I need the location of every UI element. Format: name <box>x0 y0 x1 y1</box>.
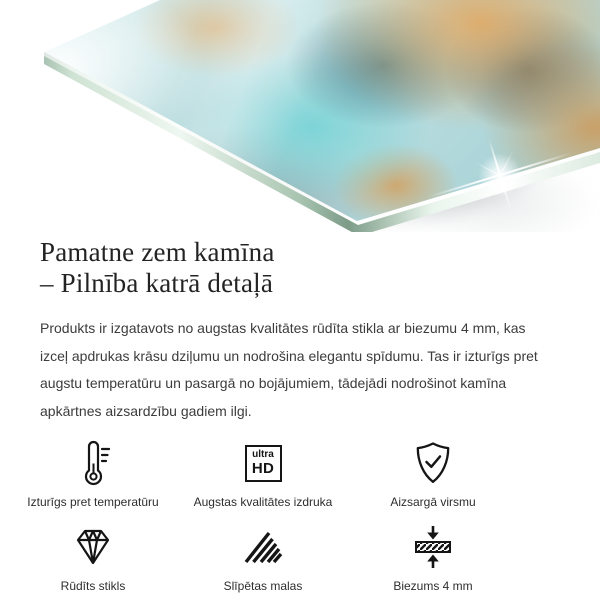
headline-line-2: – Pilnība katrā detaļā <box>40 268 274 298</box>
ultra-hd-icon: ultra HD <box>245 439 282 487</box>
shield-check-icon <box>413 439 453 487</box>
thickness-icon <box>414 523 452 571</box>
feature-label: Izturīgs pret temperatūru <box>27 495 159 509</box>
feature-print-quality <box>178 439 348 509</box>
feature-label: Aizsargā virsmu <box>390 495 476 509</box>
page-title <box>40 237 565 299</box>
feature-temperature <box>8 439 178 509</box>
feature-label: Augstas kvalitātes izdruka <box>193 495 333 509</box>
feature-protection <box>348 439 518 509</box>
feature-label: Biezums 4 mm <box>393 579 473 593</box>
feature-label: Slīpētas malas <box>223 579 303 593</box>
product-photo <box>0 0 600 232</box>
headline-line-1: Pamatne zem kamīna <box>40 237 275 267</box>
feature-label: Rūdīts stikls <box>60 579 126 593</box>
product-description: Produkts ir izgatavots no augstas kvalitātes rūdīta stikla ar biezumu 4 mm, kas izceļ apdrukas krāsu dziļumu un nodrošina elegantu spīdumu. Tas ir izturīgs pret augstu temperatūru un pasargā no bojājumiem, tādejādi nodrošinot kamīna apkārtnes aizsardzību gadiem ilgi. <box>40 320 538 419</box>
feature-tempered-glass <box>8 523 178 593</box>
thermometer-icon <box>76 439 110 487</box>
feature-grid <box>8 439 518 593</box>
feature-thickness <box>348 523 518 593</box>
beveled-edges-icon <box>243 523 283 571</box>
diamond-icon <box>71 523 115 571</box>
feature-polished-edges <box>178 523 348 593</box>
product-info-section <box>0 237 600 593</box>
